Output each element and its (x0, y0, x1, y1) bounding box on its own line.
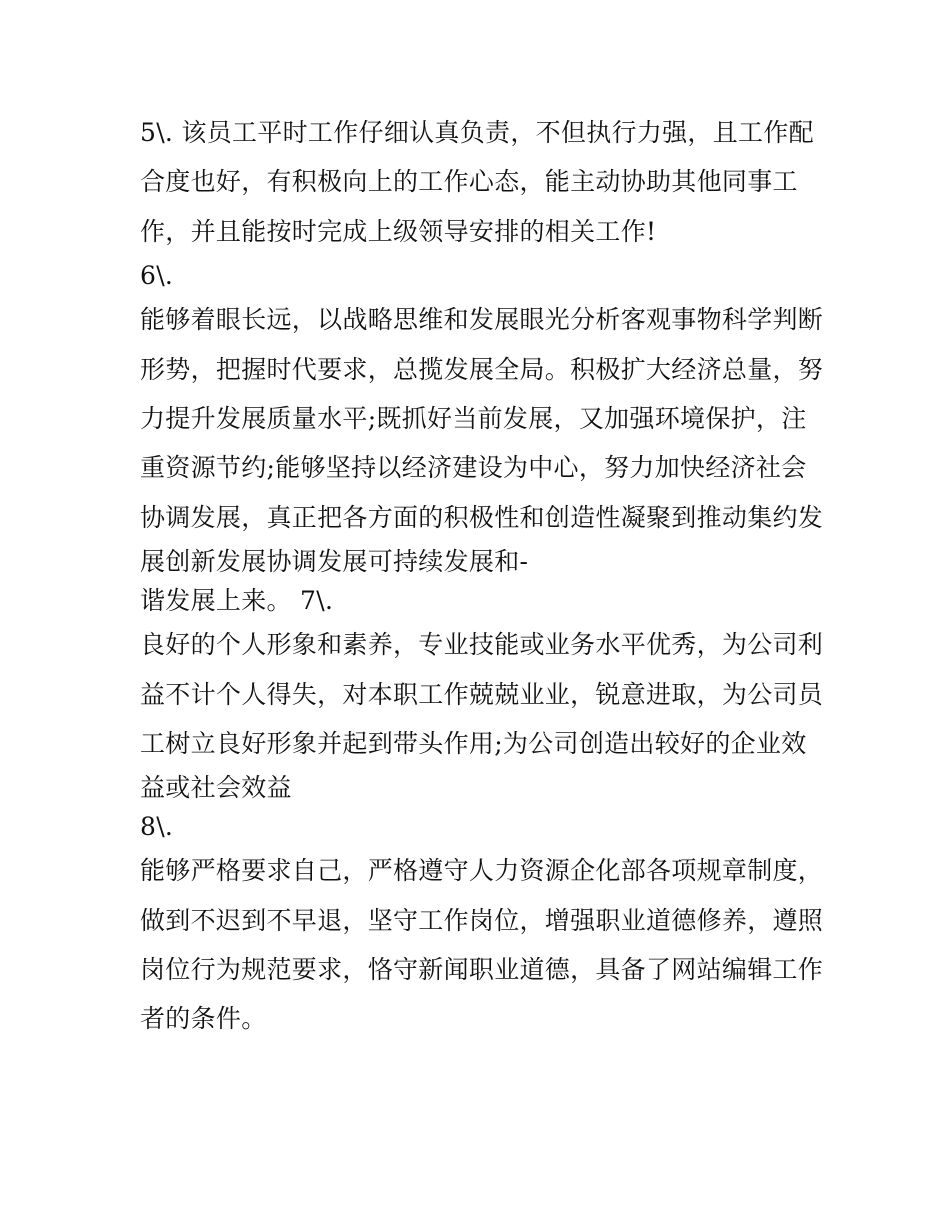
document-body (140, 108, 824, 1044)
text-line: 重资源节约;能够坚持以经济建设为中心，努力加快经济社会 (140, 453, 807, 483)
text-line: 者的条件。 (140, 1004, 267, 1034)
text-line: 益不计个人得失，对本职工作兢兢业业，锐意进取，为公司员 (140, 679, 824, 709)
text-line: 能够着眼长远，以战略思维和发展眼光分析客观事物科学判断 (140, 305, 824, 335)
text-line: 协调发展，真正把各方面的积极性和创造性凝聚到推动集约发 (140, 502, 824, 532)
text-line: 良好的个人形象和素养，专业技能或业务水平优秀，为公司利 (140, 630, 824, 660)
text-line: 益或社会效益 (140, 773, 292, 803)
text-line: 做到不迟到不早退，坚守工作岗位，增强职业道德修养，遵照 (140, 905, 824, 935)
text-line: 5\. 该员工平时工作仔细认真负责，不但执行力强，且工作配 (140, 118, 814, 147)
text-line: 谐发展上来。 7\. (140, 586, 334, 616)
section-number: 8\. (140, 812, 174, 842)
text-line: 展创新发展协调发展可持续发展和- (140, 547, 529, 577)
text-line: 作，并且能按时完成上级领导安排的相关工作! (140, 216, 657, 246)
text-line: 岗位行为规范要求，恪守新闻职业道德，具备了网站编辑工作 (140, 955, 824, 985)
text-line: 能够严格要求自己，严格遵守人力资源企化部各项规章制度， (140, 856, 824, 886)
text-line: 合度也好，有积极向上的工作心态，能主动协助其他同事工 (140, 167, 798, 197)
text-line: 力提升发展质量水平;既抓好当前发展，又加强环境保护，注 (140, 403, 807, 433)
text-line: 工树立良好形象并起到带头作用;为公司创造出较好的企业效 (140, 728, 807, 758)
section-number: 6\. (140, 261, 174, 291)
text-line: 形势，把握时代要求，总揽发展全局。积极扩大经济总量，努 (140, 354, 824, 384)
